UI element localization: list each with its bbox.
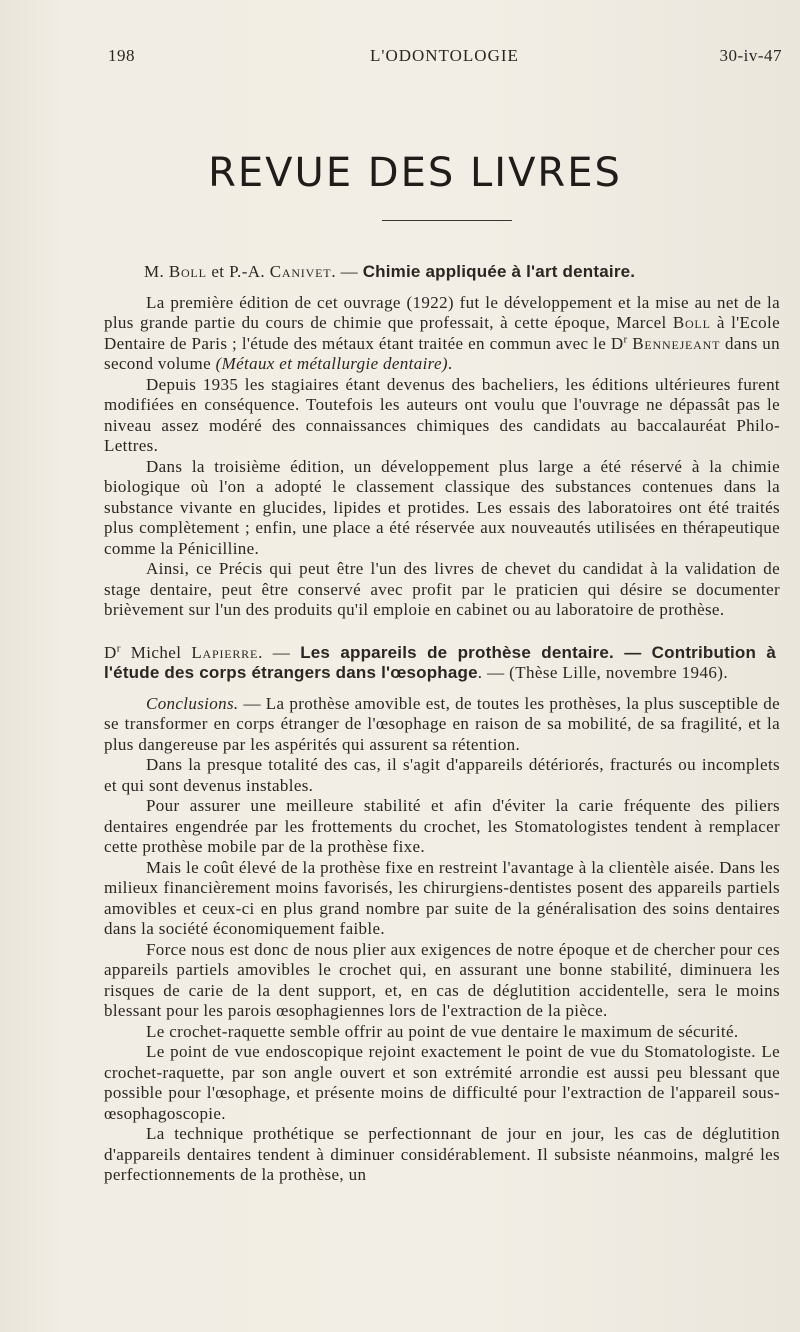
review-2-paragraph-3: Pour assurer une meilleure stabilité et afin d'éviter la carie fréquente des piliers dentaires engendrée par les frottements du crochet, les Stomatologistes tendent à remplacer cette prothèse mobile par de la prothèse fixe. bbox=[104, 796, 780, 856]
review-1-title: Chimie appliquée à l'art dentaire. bbox=[362, 262, 636, 281]
review-2-conclusions: Conclusions. — La prothèse amovible est, de toutes les prothèses, la plus susceptible de se transformer en corps étranger de l'œsophage en raison de sa mobilité, de sa fragilité, et la plus dangereuse par les aspérités qui assurent sa rétention. bbox=[104, 693, 780, 754]
author-lapierre: Lapierre bbox=[191, 642, 259, 662]
body-text bbox=[104, 262, 780, 1186]
review-1-heading: M. Boll et P.-A. Canivet. — Chimie appliquée à l'art dentaire. bbox=[144, 262, 636, 281]
review-2-paragraph-8: La technique prothétique se perfectionnant de jour en jour, les cas de déglutition d'appareils dentaires tendent à diminuer considérablement. Il subsiste néanmoins, malgré les perfectionnements de la prothèse, un bbox=[104, 1124, 780, 1184]
review-1-paragraph-2: Depuis 1935 les stagiaires étant devenus des bacheliers, les éditions ultérieures furent modifiées en conséquence. Toutefois les auteurs ont voulu que l'ouvrage ne dépassât pas le niveau assez modéré des connaissances chimiques des candidats au baccalauréat Philo-Lettres. bbox=[104, 374, 780, 455]
author-canivet: Canivet bbox=[269, 262, 332, 281]
review-1-paragraph-4: Ainsi, ce Précis qui peut être l'un des livres de chevet du candidat à la validation de stage dentaire, peut être conservé avec profit par le praticien qui désire se documenter brièvement sur l'un des produits qu'il emploie en cabinet ou au laboratoire de prothèse. bbox=[104, 559, 780, 619]
issue-date: 30-iv-47 bbox=[719, 46, 782, 65]
review-2-paragraph-5: Force nous est donc de nous plier aux exigences de notre époque et de chercher pour ces appareils partiels amovibles le crochet qui, en assurant une bonne stabilité, diminuera les risques de carie de la dent support, et, en cas de déglutition accidentelle, sera le moins blessant pour les parois œsophagiennes lors de l'extraction de la pièce. bbox=[104, 939, 780, 1020]
page-number: 198 bbox=[108, 46, 135, 65]
review-1-paragraph-1: La première édition de cet ouvrage (1922) fut le développement et la mise au net de la plus grande partie du cours de chimie que professait, à cette époque, Marcel Boll à l'Ecole Dentaire de Paris ; l'étude des métaux étant traitée en commun avec le $D^r$ Bennejeant dans un second volume (Métaux et métallurgie dentaire). bbox=[104, 292, 780, 373]
review-2-heading: $D^r$ Michel Lapierre. — Les appareils de prothèse dentaire. — Contribution à l'étude des corps étrangers dans l'œsophage. — (Thèse Lille, novembre 1946). bbox=[104, 641, 776, 682]
section-title: REVUE DES LIVRES bbox=[208, 150, 622, 196]
review-2-paragraph-6: Le crochet-raquette semble offrir au point de vue dentaire le maximum de sécurité. bbox=[146, 1021, 739, 1041]
author-boll: Boll bbox=[168, 262, 207, 281]
review-2-paragraph-4: Mais le coût élevé de la prothèse fixe en restreint l'avantage à la clientèle aisée. Dans les milieux financièrement moins favorisés, les chirurgiens-dentistes posent des appareils partiels amovibles et ceux-ci en plus grand nombre par suite de la généralisation des soins dentaires dans la société économiquement faible. bbox=[104, 857, 780, 938]
review-2-paragraph-7: Le point de vue endoscopique rejoint exactement le point de vue du Stomatologiste. Le crochet-raquette, par son angle ouvert et son extrémité arrondie est aussi peu blessant que possible pour l'œsophage, et présente moins de difficulté pour l'extraction de l'appareil sous-œsophagoscopie. bbox=[104, 1042, 780, 1123]
review-2-paragraph-2: Dans la presque totalité des cas, il s'agit d'appareils détériorés, fracturés ou incomplets et qui sont devenus instables. bbox=[104, 755, 780, 795]
running-head bbox=[108, 46, 782, 70]
conclusions-label: Conclusions. bbox=[146, 693, 239, 713]
title-rule bbox=[382, 220, 512, 221]
review-1-paragraph-3: Dans la troisième édition, un développement plus large a été réservé à la chimie biologique où l'on a adopté le classement classique des substances contenues dans la substance vivante en glucides, lipides et protides. Les essais des laboratoires ont été traités plus complètement ; enfin, une place a été réservée aux nouveautés utilisées en thérapeutique comme la Pénicilline. bbox=[104, 456, 780, 558]
review-2-title: Les appareils de prothèse dentaire. — Contribution à l'étude des corps étrangers dans l'œsophage bbox=[104, 642, 776, 682]
journal-name: L'ODONTOLOGIE bbox=[370, 46, 519, 65]
